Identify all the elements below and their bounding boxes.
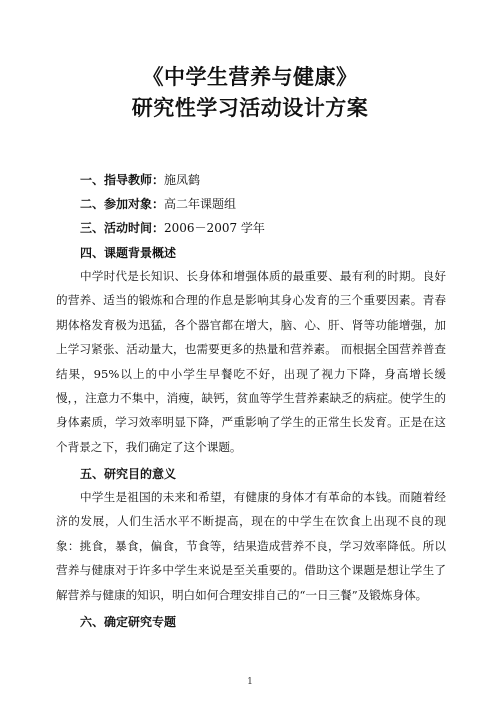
info-activity-time — [80, 220, 265, 236]
section-5-paragraph: 中学生是祖国的未来和希望，有健康的身体才有革命的本钱。而随着经济的发展，人们生活水平不断提高，现在的中学生在饮食上出现不良的现象：挑食，暴食，偏食，节食等，结果造成营养不良，学习效率降低。所以营养与健康对于许多中学生来说是至关重要的。借助这个课题是想让学生了解营养与健康的知识，明白如何合理安排自己的“一日三餐”及锻炼身体。 — [56, 490, 446, 602]
document-title-line-2: 研究性学习活动设计方案 — [131, 96, 369, 120]
info-advisor — [80, 172, 200, 188]
info-activity-time-value: 2006－2007 学年 — [164, 221, 265, 235]
section-6-heading: 六、确定研究专题 — [80, 615, 177, 629]
info-advisor-label: 一、指导教师： — [80, 173, 165, 187]
info-advisor-value: 施凤鹤 — [164, 173, 201, 187]
page-number: 1 — [247, 677, 253, 687]
section-4-paragraph: 中学时代是长知识、长身体和增强体质的最重要、最有利的时期。良好的营养、适当的锻炼和合理的作息是影响其身心发育的三个重要因素。青春期体格发育极为迅猛，各个器官都在增大，脑、心、肝、肾等功能增强，加上学习紧张、活动量大，也需要更多的热量和营养素。 而根据全国营养普查结果，95%以上的中小学生早餐吃不好，出现了视力下降，身高增长缓慢，，注意力不集中，消瘦，缺钙，贫血等学生营养素缺乏的病症。使学生的身体素质，学习效率明显下降，严重影响了学生的正常生长发育。正是在这个背景之下，我们确定了这个课题。 — [56, 269, 446, 454]
section-5-heading: 五、研究目的意义 — [80, 467, 177, 481]
section-4-heading: 四、课题背景概述 — [80, 246, 177, 260]
info-activity-time-label: 三、活动时间： — [80, 221, 165, 235]
info-participants-value: 高二年课题组 — [164, 197, 237, 211]
info-participants-label: 二、参加对象： — [80, 197, 165, 211]
info-participants — [80, 196, 236, 212]
document-title-line-1: 《中学生营养与健康》 — [142, 65, 358, 89]
